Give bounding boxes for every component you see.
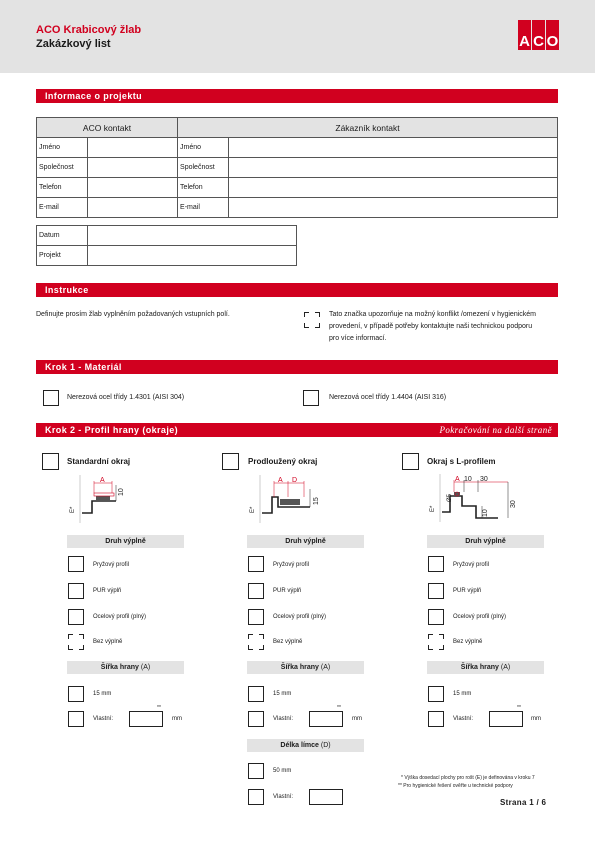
fill-option-label: Ocelový profil (plný): [273, 614, 327, 620]
logo-letter: O: [546, 20, 559, 50]
project-field[interactable]: [88, 246, 297, 266]
l-profile-width-custom-input[interactable]: [489, 711, 523, 727]
dim-e: E*: [70, 506, 76, 513]
dim-e: E*: [250, 506, 256, 513]
l-profile-edge-drawing: [424, 472, 524, 527]
fill-option-label: PUR výplň: [93, 588, 122, 594]
width-option-label: 15 mm: [273, 691, 292, 697]
aco-company-label: Společnost: [37, 158, 88, 178]
fill-option-label: Bez výplně: [273, 639, 303, 645]
custom-label: Vlastní:: [273, 716, 294, 722]
customer-name-field[interactable]: [229, 138, 558, 158]
l-profile-fill-none-checkbox[interactable]: [428, 634, 444, 650]
extended-width-custom-checkbox[interactable]: [248, 711, 264, 727]
customer-phone-field[interactable]: [229, 178, 558, 198]
standard-width-custom-checkbox[interactable]: [68, 711, 84, 727]
custom-label: Vlastní:: [93, 716, 114, 722]
l-profile-width-custom-checkbox[interactable]: [428, 711, 444, 727]
width-header-text: Šířka hrany: [460, 664, 499, 671]
width-option-label: 15 mm: [93, 691, 112, 697]
aco-email-field[interactable]: [88, 198, 178, 218]
aco-contact-header: ACO kontakt: [37, 118, 178, 138]
fill-option-label: PUR výplň: [273, 588, 302, 594]
fill-option-label: Pryžový profil: [453, 562, 490, 568]
hygiene-stars: **: [157, 705, 161, 711]
dim-a30: 30: [480, 476, 488, 483]
aco-phone-label: Telefon: [37, 178, 88, 198]
hygiene-warning-icon: [304, 312, 320, 328]
date-label: Datum: [37, 226, 88, 246]
footnote-grating-height: * Výška dosedací plochy pro rošt (E) je definována v kroku 7: [401, 775, 535, 781]
dim-d: D: [292, 477, 298, 484]
dim-a: A: [278, 477, 283, 484]
custom-label: Vlastní:: [453, 716, 474, 722]
hygiene-stars: **: [517, 705, 521, 711]
flange-custom-input[interactable]: [309, 789, 343, 805]
standard-edge-title: Standardní okraj: [67, 457, 131, 466]
customer-phone-label: Telefon: [178, 178, 229, 198]
l-profile-width-header: [427, 661, 544, 674]
section-bar-step1: Krok 1 - Materiál: [36, 360, 558, 374]
fill-option-label: Ocelový profil (plný): [453, 614, 507, 620]
aco-logo: [518, 20, 559, 50]
fill-option-label: Ocelový profil (plný): [93, 614, 147, 620]
dim-a: A: [455, 476, 460, 483]
customer-contact-header: Zákazník kontakt: [178, 118, 558, 138]
width-header-unit: (A): [140, 664, 151, 671]
custom-unit: mm: [352, 716, 362, 722]
standard-fill-header: Druh výplně: [67, 535, 184, 548]
width-header-text: Šířka hrany: [280, 664, 319, 671]
dim-h30: 30: [510, 500, 517, 508]
step2-title: Krok 2 - Profil hrany (okraje): [45, 425, 179, 435]
customer-company-field[interactable]: [229, 158, 558, 178]
fill-option-label: Bez výplně: [453, 639, 483, 645]
hygiene-stars: **: [337, 705, 341, 711]
dim-height: 15: [313, 497, 320, 505]
hygiene-note-line: Tato značka upozorňuje na možný konflikt /omezení v hygienickém: [329, 311, 536, 318]
width-header-text: Šířka hrany: [100, 664, 139, 671]
fill-option-label: Pryžový profil: [273, 562, 310, 568]
extended-fill-none-checkbox[interactable]: [248, 634, 264, 650]
extended-edge-checkbox[interactable]: [222, 453, 239, 470]
dim-a: A: [100, 477, 105, 484]
standard-width-header: [67, 661, 184, 674]
aco-name-field[interactable]: [88, 138, 178, 158]
fill-option-label: PUR výplň: [453, 588, 482, 594]
footnote-hygiene: ** Pro hygienické řešení ověřte u technické podpory: [398, 783, 513, 789]
page-number: Strana 1 / 6: [500, 798, 547, 807]
extended-edge-drawing: [244, 473, 324, 525]
customer-email-label: E-mail: [178, 198, 229, 218]
l-profile-fill-header: Druh výplně: [427, 535, 544, 548]
l-profile-fill-steel-checkbox[interactable]: [428, 609, 444, 625]
dim-h10: 10: [482, 509, 489, 517]
material-304-checkbox[interactable]: [43, 390, 59, 406]
material-304-label: Nerezová ocel třídy 1.4301 (AISI 304): [67, 394, 185, 401]
dim-height: 10: [118, 488, 125, 496]
extended-width-custom-input[interactable]: [309, 711, 343, 727]
width-option-label: 15 mm: [453, 691, 472, 697]
material-316-label: Nerezová ocel třídy 1.4404 (AISI 316): [329, 394, 447, 401]
fill-option-label: Bez výplně: [93, 639, 123, 645]
fill-option-label: Pryžový profil: [93, 562, 130, 568]
flange-custom-checkbox[interactable]: [248, 789, 264, 805]
flange-header-unit: (D): [320, 742, 331, 749]
standard-fill-none-checkbox[interactable]: [68, 634, 84, 650]
flange-50-checkbox[interactable]: [248, 763, 264, 779]
standard-fill-pur-checkbox[interactable]: [68, 583, 84, 599]
width-header-unit: (A): [320, 664, 331, 671]
standard-fill-steel-checkbox[interactable]: [68, 609, 84, 625]
standard-edge-drawing: [64, 473, 134, 525]
extended-fill-header: Druh výplně: [247, 535, 364, 548]
l-profile-edge-title: Okraj s L-profilem: [427, 457, 496, 466]
standard-edge-checkbox[interactable]: [42, 453, 59, 470]
document-title: ACO Krabicový žlab: [36, 24, 142, 36]
standard-width-15-checkbox[interactable]: [68, 686, 84, 702]
document-subtitle: Zakázkový list: [36, 38, 111, 50]
dim-h5: Ø5: [447, 493, 453, 502]
extended-fill-rubber-checkbox[interactable]: [248, 556, 264, 572]
extended-edge-title: Prodloužený okraj: [248, 457, 318, 466]
custom-unit: mm: [172, 716, 182, 722]
hygiene-note-line: provedení, v případě potřeby kontaktujte naši technickou podporu: [329, 323, 533, 330]
page-header: [0, 0, 595, 73]
contact-table: [36, 117, 558, 218]
dim-a10: 10: [464, 476, 472, 483]
material-316-checkbox[interactable]: [303, 390, 319, 406]
logo-letter: A: [518, 20, 531, 50]
l-profile-width-15-checkbox[interactable]: [428, 686, 444, 702]
flange-header-text: Délka límce: [280, 742, 319, 749]
l-profile-edge-checkbox[interactable]: [402, 453, 419, 470]
customer-name-label: Jméno: [178, 138, 229, 158]
aco-phone-field[interactable]: [88, 178, 178, 198]
custom-label: Vlastní:: [273, 794, 294, 800]
l-profile-fill-rubber-checkbox[interactable]: [428, 556, 444, 572]
aco-company-field[interactable]: [88, 158, 178, 178]
date-field[interactable]: [88, 226, 297, 246]
section-bar-project: Informace o projektu: [36, 89, 558, 103]
hygiene-note-line: pro více informací.: [329, 335, 387, 342]
customer-email-field[interactable]: [229, 198, 558, 218]
standard-width-custom-input[interactable]: [129, 711, 163, 727]
project-label: Projekt: [37, 246, 88, 266]
instruction-text: Definujte prosím žlab vyplněním požadovaných vstupních polí.: [36, 311, 230, 318]
aco-name-label: Jméno: [37, 138, 88, 158]
section-bar-step2: [36, 423, 558, 437]
extended-fill-steel-checkbox[interactable]: [248, 609, 264, 625]
logo-letter: C: [532, 20, 545, 50]
aco-email-label: E-mail: [37, 198, 88, 218]
project-table: [36, 225, 297, 266]
extended-fill-pur-checkbox[interactable]: [248, 583, 264, 599]
width-header-unit: (A): [500, 664, 511, 671]
customer-company-label: Společnost: [178, 158, 229, 178]
flange-option-label: 50 mm: [273, 768, 292, 774]
extended-width-15-checkbox[interactable]: [248, 686, 264, 702]
continued-note: Pokračování na další straně: [439, 425, 552, 435]
flange-length-header: [247, 739, 364, 752]
l-profile-fill-pur-checkbox[interactable]: [428, 583, 444, 599]
custom-unit: mm: [531, 716, 541, 722]
standard-fill-rubber-checkbox[interactable]: [68, 556, 84, 572]
dim-e: E*: [430, 505, 436, 512]
extended-width-header: [247, 661, 364, 674]
section-bar-instructions: Instrukce: [36, 283, 558, 297]
